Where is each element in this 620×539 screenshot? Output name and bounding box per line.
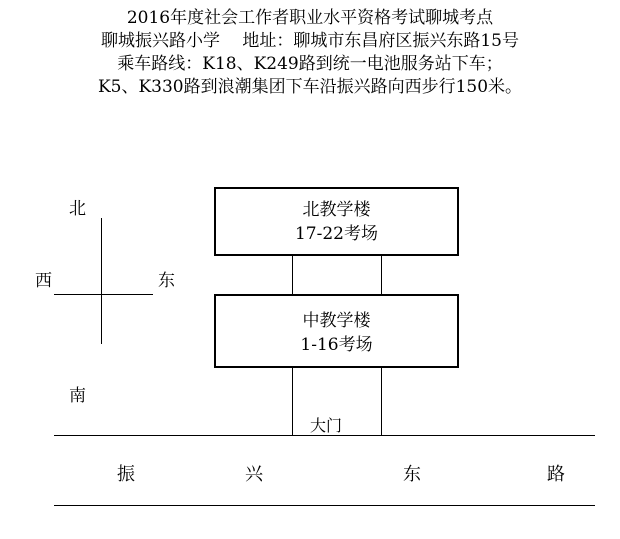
- compass-east-label: 东: [158, 271, 175, 291]
- compass-north-label: 北: [69, 199, 86, 219]
- header-line-2: 聊城振兴路小学 地址：聊城市东昌府区振兴东路15号: [100, 31, 520, 51]
- connector-right: [381, 256, 382, 295]
- middle-building-rooms: 1-16考场: [300, 335, 373, 355]
- road-name-char-4: 路: [547, 464, 565, 485]
- main-gate-label: 大门: [310, 416, 343, 435]
- north-building: [214, 187, 459, 256]
- road-bottom-edge: [54, 505, 595, 506]
- connector-left: [292, 256, 293, 295]
- compass-horizontal-line: [54, 294, 153, 295]
- road-name-char-3: 东: [403, 464, 421, 485]
- middle-building-name: 中教学楼: [302, 311, 371, 331]
- road-name-char-1: 振: [117, 464, 135, 485]
- header-line-3: 乘车路线：K18、K249路到统一电池服务站下车；: [117, 54, 503, 74]
- header-line-4: K5、K330路到浪潮集团下车沿振兴路向西步行150米。: [97, 77, 523, 97]
- north-building-name: 北教学楼: [302, 200, 371, 220]
- road-top-edge: [54, 435, 595, 436]
- gate-path-left: [292, 368, 293, 436]
- compass-west-label: 西: [35, 271, 52, 291]
- gate-path-right: [381, 368, 382, 436]
- road-name-char-2: 兴: [245, 464, 263, 485]
- compass-south-label: 南: [69, 386, 86, 406]
- header-line-1: 2016年度社会工作者职业水平资格考试聊城考点: [126, 8, 494, 28]
- compass-vertical-line: [101, 218, 102, 344]
- north-building-rooms: 17-22考场: [294, 224, 378, 244]
- middle-building: [214, 294, 459, 368]
